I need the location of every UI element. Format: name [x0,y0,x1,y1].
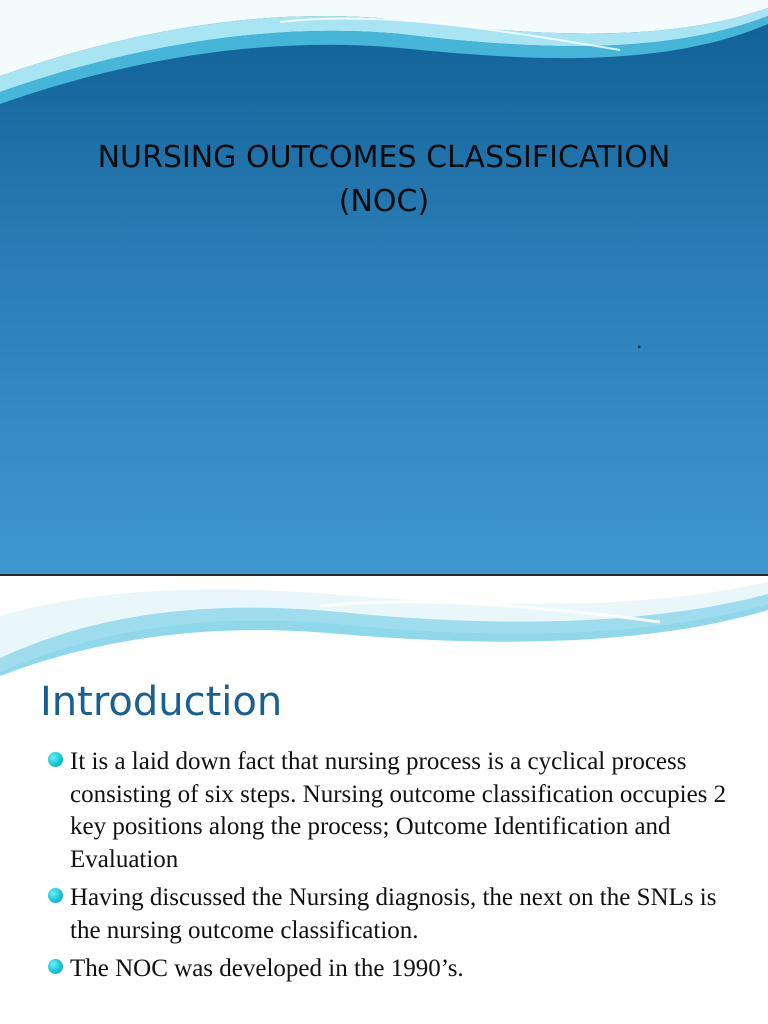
slide-title-line-1: NURSING OUTCOMES CLASSIFICATION [97,140,671,175]
bullet-dot-icon [48,888,63,903]
slide-title-line-2: (NOC) [338,184,430,219]
dot-mark: . [636,329,643,353]
bullet-dot-icon [48,959,63,974]
header-wave-decoration [0,576,768,676]
slide-title: Introduction [40,679,283,725]
slide-title [20,136,748,224]
bullet-text: Having discussed the Nursing diagnosis, the next on the SNLs is the nursing outcome classification. [70,884,717,944]
bullet-text: It is a laid down fact that nursing process is a cyclical process consisting of six steps. Nursing outcome classification occupies 2 key positions along the process; Outcome Identification and Evaluation [70,748,727,873]
header-wave-decoration [0,0,768,110]
bullet-list [46,746,746,992]
bullet-item [46,882,746,947]
bullet-text: The NOC was developed in the 1990’s. [70,955,464,982]
introduction-slide [0,576,768,1024]
bullet-item [46,953,746,986]
bullet-dot-icon [48,752,63,767]
bullet-item [46,746,746,876]
